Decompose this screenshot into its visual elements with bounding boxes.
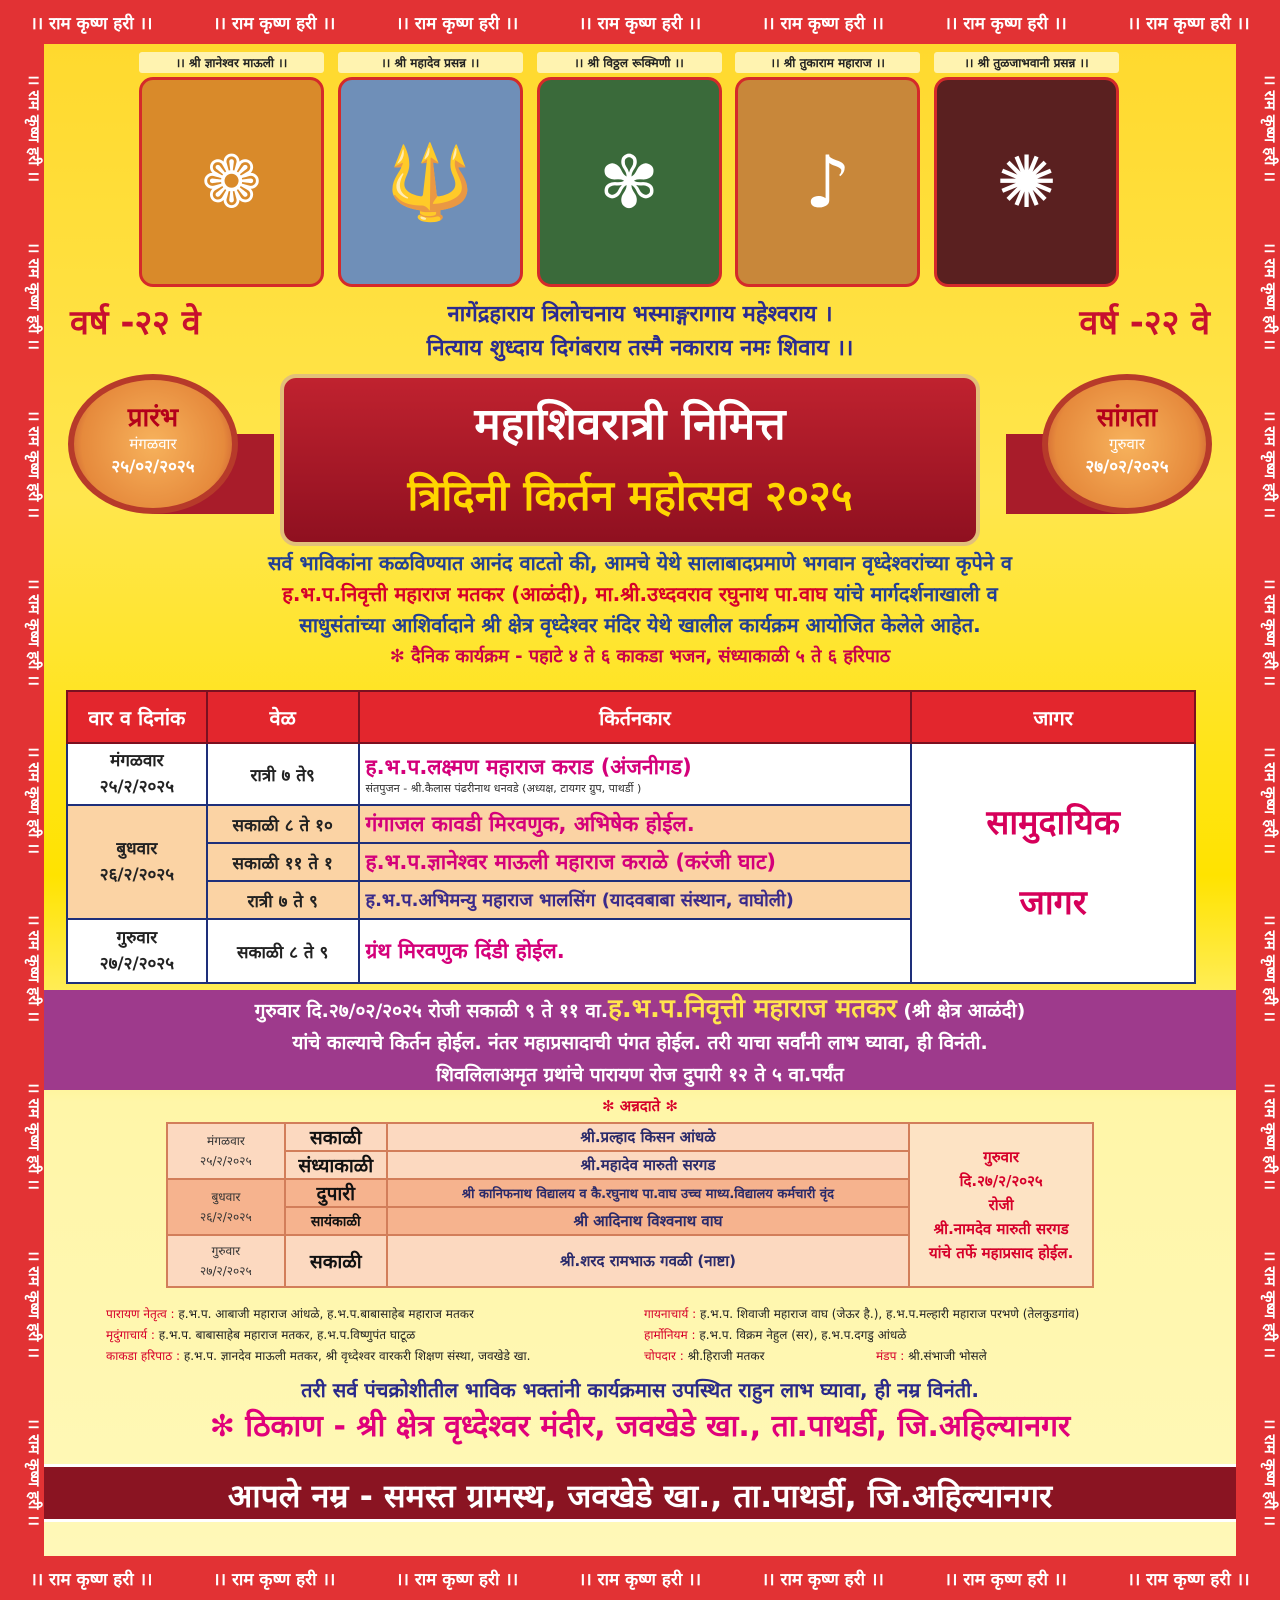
start-seal	[68, 374, 238, 514]
border-text: ।। राम कृष्ण हरी ।।	[1261, 410, 1279, 518]
anna-date: २६/२/२०२५	[200, 1210, 252, 1224]
day-name: बुधवार	[116, 839, 158, 859]
anna-day: गुरुवार	[211, 1244, 241, 1258]
deity-image: ✺	[934, 77, 1119, 287]
anna-day-cell	[167, 1123, 285, 1179]
credit-kakada	[106, 1346, 530, 1367]
credit-value: ह.भ.प. बाबासाहेब महाराज मतकर, ह.भ.प.विष्णुपंत घाटूळ	[154, 1328, 416, 1342]
anna-date: २५/२/२०२५	[200, 1154, 252, 1168]
banner-line2: त्रिदिनी किर्तन महोत्सव २०२५	[407, 471, 853, 520]
anna-side-note	[909, 1123, 1093, 1287]
credit-key: मंडप :	[876, 1349, 905, 1363]
credit-value: ह.भ.प. आबाजी महाराज आंधळे, ह.भ.प.बाबासाहेब महाराज मतकर	[174, 1307, 474, 1321]
deity-label: ।। श्री विठ्ठल रूक्मिणी ।।	[537, 52, 722, 73]
time-cell: रात्री ७ ते९	[207, 743, 359, 805]
credit-key: हार्मोनियम :	[644, 1328, 696, 1342]
schedule-table	[66, 690, 1196, 984]
border-text: ।। राम कृष्ण हरी ।।	[25, 914, 43, 1022]
anna-name: श्री.प्रल्हाद किसन आंधळे	[387, 1123, 910, 1151]
border-text: ।। राम कृष्ण हरी ।।	[25, 578, 43, 686]
anna-time: सकाळी	[285, 1123, 387, 1151]
banner-line1: महाशिवरात्री निमित्त	[474, 399, 786, 450]
annadate-table	[166, 1122, 1094, 1288]
border-top	[0, 0, 1280, 44]
border-text: ।। राम कृष्ण हरी ।।	[25, 74, 43, 182]
notice-pre: गुरुवार दि.२७/०२/२०२५ रोजी सकाळी ९ ते ११ वा.	[254, 1000, 609, 1022]
notice-line3: शिवलिलाअमृत ग्रथांचे पारायण रोज दुपारी १२ ते ५ वा.पर्यंत	[436, 1064, 844, 1086]
border-text: ।। राम कृष्ण हरी ।।	[1261, 1250, 1279, 1358]
anna-time: संध्याकाळी	[285, 1151, 387, 1179]
day-cell	[67, 805, 207, 919]
day-date: २६/२/२०२५	[99, 865, 175, 885]
credits-row	[44, 1346, 1236, 1367]
border-text: ।। राम कृष्ण हरी ।।	[1261, 1418, 1279, 1526]
border-text: ।। राम कृष्ण हरी ।।	[25, 242, 43, 350]
deity-label: ।। श्री ज्ञानेश्वर माऊली ।।	[139, 52, 324, 73]
title-banner	[280, 374, 980, 546]
deity-label: ।। श्री तुकाराम महाराज ।।	[735, 52, 920, 73]
start-title: प्रारंभ	[127, 403, 179, 433]
anna-name: श्री कानिफनाथ विद्यालय व कै.रघुनाथ पा.वाघ उच्च माध्य.विद्यालय कर्मचारी वृंद	[387, 1179, 910, 1207]
day-date: २७/२/२०२५	[99, 954, 175, 974]
border-text: ।। राम कृष्ण हरी ।।	[25, 410, 43, 518]
kirtankar-cell: ह.भ.प.अभिमन्यु महाराज भालसिंग (यादवबाबा संस्थान, वाघोली)	[359, 881, 912, 919]
intro-text	[64, 548, 1216, 672]
shloka-line: नित्याय शुध्दाय दिगंबराय तस्मै नकाराय नमः शिवाय ।।	[426, 336, 854, 361]
notice-line2: यांचे काल्याचे किर्तन होईल. नंतर महाप्रसादाची पंगत होईल. तरी याचा सर्वांनी लाभ घ्यावा, ही विनंती.	[292, 1032, 988, 1054]
anna-name: श्री.शरद रामभाऊ गवळी (नाष्टा)	[387, 1235, 910, 1287]
annadate-title: ✻ अन्नदाते ✻	[602, 1097, 678, 1115]
day-name: गुरुवार	[116, 928, 158, 948]
notice-post: (श्री क्षेत्र आळंदी)	[896, 1000, 1026, 1022]
header-time: वेळ	[207, 691, 359, 743]
shloka	[204, 298, 1076, 366]
credit-mrudung	[106, 1325, 415, 1346]
day-cell	[67, 743, 207, 805]
notice-line1	[44, 993, 1236, 1027]
anna-day-cell	[167, 1179, 285, 1235]
jagar-line: जागर	[1019, 883, 1087, 923]
deity-image: ♪	[735, 77, 920, 287]
intro-line2-rest: यांचे मार्गदर्शनाखाली व	[827, 582, 998, 606]
day-date: २५/२/२०२५	[99, 777, 175, 797]
border-text: ।। राम कृष्ण हरी ।।	[396, 1569, 519, 1590]
credit-key: चोपदार :	[644, 1349, 684, 1363]
border-text: ।। राम कृष्ण हरी ।।	[25, 1082, 43, 1190]
border-text: ।। राम कृष्ण हरी ।।	[213, 13, 336, 34]
credit-key: पारायण नेतृत्व :	[106, 1307, 175, 1321]
border-text: ।। राम कृष्ण हरी ।।	[396, 13, 519, 34]
border-text: ।। राम कृष्ण हरी ।।	[213, 1569, 336, 1590]
year-left: वर्ष -२२ वे	[70, 303, 201, 343]
year-right: वर्ष -२२ वे	[1079, 303, 1210, 343]
deity-tuljabhavani	[934, 52, 1119, 292]
anna-day: मंगळवार	[207, 1134, 245, 1148]
kala-kirtan-notice	[44, 990, 1236, 1090]
credit-value: श्री.संभाजी भोसले	[904, 1349, 987, 1363]
table-row	[67, 743, 1195, 805]
deity-images	[139, 52, 1119, 292]
jagar-line: सामुदायिक	[986, 803, 1120, 843]
anna-time: सायंकाळी	[285, 1207, 387, 1235]
credit-parayan	[106, 1304, 474, 1325]
intro-line1: सर्व भाविकांना कळविण्यात आनंद वाटतो की, आमचे येथे सालाबादप्रमाणे भगवान वृध्देश्वरांच्या कृपेने व	[267, 551, 1013, 575]
deity-dnyaneshwar	[139, 52, 324, 292]
anna-time: सकाळी	[285, 1235, 387, 1287]
end-title: सांगता	[1096, 403, 1158, 433]
time-cell: सकाळी ८ ते १०	[207, 805, 359, 843]
anna-day-cell	[167, 1235, 285, 1287]
appeal-text: तरी सर्व पंचक्रोशीतील भाविक भक्तांनी कार्यक्रमास उपस्थित राहुन लाभ घ्यावा, ही नम्र विनंती.	[301, 1378, 979, 1402]
time-cell: सकाळी ११ ते १	[207, 843, 359, 881]
credit-value: ह.भ.प. विक्रम नेहुल (सर), ह.भ.प.दगडु आंधळे	[695, 1328, 907, 1342]
credit-value: श्री.हिराजी मतकर	[683, 1349, 765, 1363]
anna-name: श्री.महादेव मारुती सरगड	[387, 1151, 910, 1179]
time-cell: रात्री ७ ते ९	[207, 881, 359, 919]
kirtankar-cell: ग्रंथ मिरवणुक दिंडी होईल.	[359, 919, 912, 983]
start-day: मंगळवार	[129, 435, 177, 453]
intro-line2	[64, 579, 1216, 610]
border-text: ।। राम कृष्ण हरी ।।	[30, 13, 153, 34]
anna-date: २७/२/२०२५	[200, 1264, 252, 1278]
border-text: ।। राम कृष्ण हरी ।।	[1127, 13, 1250, 34]
border-text: ।। राम कृष्ण हरी ।।	[944, 1569, 1067, 1590]
deity-vitthal	[537, 52, 722, 292]
kirtankar-cell: ह.भ.प.ज्ञानेश्वर माऊली महाराज कराळे (करंजी घाट)	[359, 843, 912, 881]
kirtankar-cell	[359, 743, 912, 805]
border-text: ।। राम कृष्ण हरी ।।	[1261, 74, 1279, 182]
deity-mahadev	[338, 52, 523, 292]
footer-from: आपले नम्र - समस्त ग्रामस्थ, जवखेडे खा., ता.पाथर्डी, जि.अहिल्यानगर	[44, 1464, 1236, 1522]
credit-value: ह.भ.प. शिवाजी महाराज वाघ (जेऊर है.), ह.भ.प.मल्हारी महाराज परभणे (तेलकुडगांव)	[696, 1307, 1080, 1321]
end-day: गुरुवार	[1109, 435, 1145, 453]
intro-highlight: ह.भ.प.निवृत्ती महाराज मतकर (आळंदी), मा.श्री.उध्दवराव रघुनाथ पा.वाघ	[282, 582, 828, 606]
deity-image: ✾	[537, 77, 722, 287]
credit-key: काकडा हरिपाठ :	[106, 1349, 181, 1363]
kirtankar-sub: संतपुजन - श्री.कैलास पंढरीनाथ धनवडे (अध्यक्ष, टायगर ग्रुप, पाथर्डी )	[365, 781, 642, 795]
header-kirtankar: किर्तनकार	[359, 691, 912, 743]
credit-chopdar	[644, 1346, 765, 1367]
border-text: ।। राम कृष्ण हरी ।।	[30, 1569, 153, 1590]
anna-name: श्री आदिनाथ विश्वनाथ वाघ	[387, 1207, 910, 1235]
deity-label: ।। श्री तुळजाभवानी प्रसन्न ।।	[934, 52, 1119, 73]
border-text: ।। राम कृष्ण हरी ।।	[1261, 242, 1279, 350]
credit-gayan	[644, 1304, 1079, 1325]
border-text: ।। राम कृष्ण हरी ।।	[25, 1418, 43, 1526]
side-line: रोजी	[988, 1196, 1014, 1214]
header-day-date: वार व दिनांक	[67, 691, 207, 743]
border-text: ।। राम कृष्ण हरी ।।	[944, 13, 1067, 34]
start-date: २५/०२/२०२५	[111, 457, 195, 477]
deity-tukaram	[735, 52, 920, 292]
border-text: ।। राम कृष्ण हरी ।।	[761, 1569, 884, 1590]
credits-row	[44, 1304, 1236, 1325]
poster-body	[44, 44, 1236, 1556]
deity-image: ❁	[139, 77, 324, 287]
border-text: ।। राम कृष्ण हरी ।।	[1261, 746, 1279, 854]
header-jagar: जागर	[911, 691, 1195, 743]
border-right	[1236, 44, 1280, 1556]
kirtankar-name: ह.भ.प.लक्ष्मण महाराज कराड (अंजनीगड)	[365, 754, 692, 779]
credit-mandap	[876, 1346, 987, 1367]
side-line: गुरुवार	[983, 1148, 1020, 1166]
day-cell	[67, 919, 207, 983]
end-date: २७/०२/२०२५	[1085, 457, 1169, 477]
deity-image: 🔱	[338, 77, 523, 287]
border-bottom	[0, 1556, 1280, 1600]
border-text: ।। राम कृष्ण हरी ।।	[1261, 1082, 1279, 1190]
anna-day: बुधवार	[211, 1190, 241, 1204]
notice-name: ह.भ.प.निवृत्ती महाराज मतकर	[608, 994, 897, 1024]
border-text: ।। राम कृष्ण हरी ।।	[25, 1250, 43, 1358]
daily-program: ✻ दैनिक कार्यक्रम - पहाटे ४ ते ६ काकडा भजन, संध्याकाळी ५ ते ६ हरिपाठ	[389, 646, 891, 667]
side-line: श्री.नामदेव मारुती सरगड	[933, 1220, 1069, 1238]
credit-harmonium	[644, 1325, 906, 1346]
intro-line3: साधुसंतांच्या आशिर्वादाने श्री क्षेत्र वृध्देश्वर मंदिर येथे खालील कार्यक्रम आयोजित केलेले आहेत.	[299, 613, 981, 637]
side-line: दि.२७/२/२०२५	[959, 1172, 1043, 1190]
border-left	[0, 44, 44, 1556]
credit-key: मृदुंगाचार्य :	[106, 1328, 155, 1342]
border-text: ।। राम कृष्ण हरी ।।	[1127, 1569, 1250, 1590]
time-cell: सकाळी ८ ते ९	[207, 919, 359, 983]
border-text: ।। राम कृष्ण हरी ।।	[25, 746, 43, 854]
border-text: ।। राम कृष्ण हरी ।।	[1261, 578, 1279, 686]
anna-time: दुपारी	[285, 1179, 387, 1207]
border-text: ।। राम कृष्ण हरी ।।	[761, 13, 884, 34]
border-text: ।। राम कृष्ण हरी ।।	[578, 13, 702, 34]
border-text: ।। राम कृष्ण हरी ।।	[578, 1569, 702, 1590]
credit-key: गायनाचार्य :	[644, 1307, 697, 1321]
shloka-line: नागेंद्रहाराय त्रिलोचनाय भस्माङ्गरागाय महेश्वराय ।	[447, 302, 833, 327]
credits	[44, 1304, 1236, 1367]
jagar-cell	[911, 743, 1195, 983]
end-seal	[1042, 374, 1212, 514]
credit-value: ह.भ.प. ज्ञानदेव माऊली मतकर, श्री वृध्देश्वर वारकरी शिक्षण संस्था, जवखेडे खा.	[180, 1349, 531, 1363]
credits-row	[44, 1325, 1236, 1346]
border-text: ।। राम कृष्ण हरी ।।	[1261, 914, 1279, 1022]
side-line: यांचे तर्फे महाप्रसाद होईल.	[928, 1244, 1074, 1262]
deity-label: ।। श्री महादेव प्रसन्न ।।	[338, 52, 523, 73]
kirtankar-cell: गंगाजल कावडी मिरवणुक, अभिषेक होईल.	[359, 805, 912, 843]
table-row	[167, 1123, 1093, 1151]
day-name: मंगळवार	[110, 751, 164, 771]
venue-address: ✻ ठिकाण - श्री क्षेत्र वृध्देश्वर मंदीर, जवखेडे खा., ता.पाथर्डी, जि.अहिल्यानगर	[209, 1409, 1071, 1444]
